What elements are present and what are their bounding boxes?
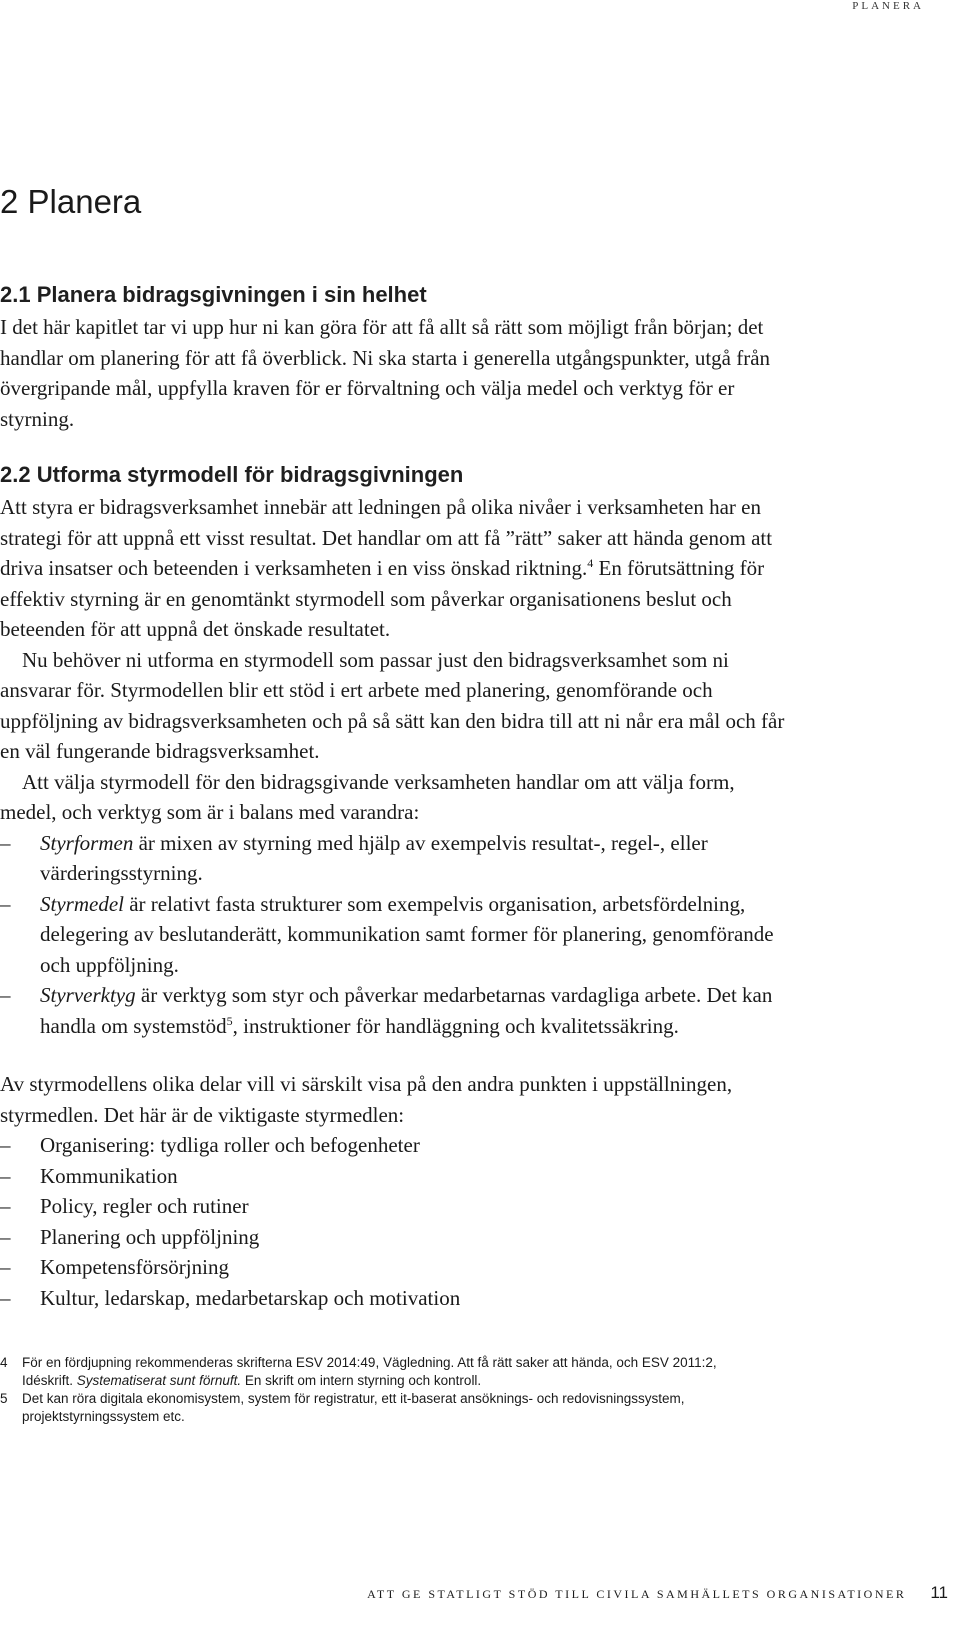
section-heading-2-2: 2.2 Utforma styrmodell för bidragsgivningen	[0, 462, 464, 487]
section-heading-2-1: 2.1 Planera bidragsgivningen i sin helhet	[0, 282, 427, 307]
list-text: Organisering: tydliga roller och befogenheter	[40, 1133, 420, 1157]
list-text: Kompetensförsörjning	[40, 1255, 229, 1279]
footnote-text-part: För en fördjupning rekommenderas skrifterna ESV 2014:49, Vägledning. Att få rätt saker att hända, och ESV 2011:2, Idéskrift.	[22, 1355, 717, 1388]
footnote-4	[0, 1354, 760, 1390]
page-footer	[367, 1583, 948, 1603]
dash-marker: –	[0, 1133, 11, 1157]
list-text: Kultur, ledarskap, medarbetarskap och motivation	[40, 1285, 461, 1310]
list-text: Planering och uppföljning	[40, 1224, 260, 1249]
dash-marker: –	[0, 1285, 11, 1310]
section-2-2-paragraph-2: Nu behöver ni utforma en styrmodell som passar just den bidragsverksamhet som ni ansvarar för. Styrmodellen blir ett stöd i ert arbete med planering, genomförande och uppföljning av bidragsverksamheten och på så sätt kan den bidra till att ni når era mål och får en väl fungerande bidragsverksamhet.	[0, 647, 785, 763]
paragraph-text: En förutsättning för effektiv styrning är en genomtänkt styrmodell som påverkar organisationens beslut och beteenden för att uppnå det önskade resultatet.	[0, 556, 765, 641]
list-text: Kommunikation	[40, 1163, 178, 1188]
list-text: , instruktioner för handläggning och kvalitetssäkring.	[232, 1013, 679, 1038]
dash-marker: –	[0, 1224, 11, 1249]
list-text: är relativt fasta strukturer som exempelvis organisation, arbetsfördelning, delegering av beslutanderätt, kommunikation samt former för planering, genomförande och uppföljning.	[40, 891, 774, 977]
styr-list	[0, 828, 790, 1042]
section-2-2-paragraph-1	[0, 492, 790, 645]
chapter-title: 2 Planera	[0, 183, 142, 220]
footer-title: ATT GE STATLIGT STÖD TILL CIVILA SAMHÄLLETS ORGANISATIONER	[367, 1587, 907, 1601]
footnote-number: 5	[0, 1391, 8, 1406]
list-text: är mixen av styrning med hjälp av exempelvis resultat-, regel-, eller värderingsstyrning.	[40, 830, 708, 885]
section-2-2-paragraph-4: Av styrmodellens olika delar vill vi särskilt visa på den andra punkten i uppställningen, styrmedlen. Det här är de viktigaste styrmedlen:	[0, 1072, 733, 1127]
footnotes	[0, 1354, 760, 1426]
list-item	[0, 1130, 790, 1161]
list-item	[0, 1252, 790, 1283]
styrmedel-list	[0, 1130, 790, 1313]
footnote-text: Det kan röra digitala ekonomisystem, system för registratur, ett it-baserat ansöknings- och redovisningssystem, projektstyrningssystem etc.	[22, 1391, 685, 1424]
list-term: Styrverktyg	[40, 983, 136, 1007]
paragraph-text: Att styra er bidragsverksamhet innebär att ledningen på olika nivåer i verksamheten har en strategi för att uppnå ett visst resultat. Det handlar om att få ”rätt” saker att hända genom att driva insatser och beteenden i verksamheten i en viss önskad riktning.	[0, 495, 773, 580]
list-item	[0, 980, 790, 1041]
footnote-text-part: En skrift om intern styrning och kontroll.	[241, 1373, 482, 1388]
running-header: PLANERA	[852, 0, 924, 12]
dash-marker: –	[0, 891, 11, 916]
main-content	[0, 182, 790, 1313]
list-term: Styrmedel	[40, 891, 124, 916]
list-item	[0, 1161, 790, 1192]
dash-marker: –	[0, 1255, 11, 1279]
list-term: Styrformen	[40, 830, 134, 855]
footnote-ref-5[interactable]: 5	[226, 1013, 233, 1028]
list-text: Policy, regler och rutiner	[40, 1194, 249, 1218]
list-item	[0, 1283, 790, 1314]
list-text: är verktyg som styr och påverkar medarbetarnas vardagliga arbete. Det kan handla om systemstöd	[40, 983, 773, 1038]
page-number: 11	[930, 1583, 948, 1602]
footnote-ref-4[interactable]: 4	[587, 556, 594, 570]
footnote-number: 4	[0, 1355, 8, 1370]
footnote-italic: Systematiserat sunt förnuft.	[76, 1373, 242, 1388]
list-item	[0, 889, 790, 981]
list-item	[0, 1191, 790, 1222]
section-2-1-body: I det här kapitlet tar vi upp hur ni kan göra för att få allt så rätt som möjligt från början; det handlar om planering för att få överblick. Ni ska starta i generella utgångspunkter, utgå från övergripande mål, uppfylla kraven för er förvaltning och välja medel och verktyg för er styrning.	[0, 315, 771, 431]
dash-marker: –	[0, 1163, 11, 1188]
dash-marker: –	[0, 1194, 11, 1218]
dash-marker: –	[0, 983, 11, 1007]
list-item	[0, 828, 790, 889]
list-item	[0, 1222, 790, 1253]
footnote-5	[0, 1390, 760, 1426]
footnote-text	[22, 1354, 760, 1390]
section-2-2-paragraph-3: Att välja styrmodell för den bidragsgivande verksamheten handlar om att välja form, medel, och verktyg som är i balans med varandra:	[0, 769, 735, 824]
dash-marker: –	[0, 830, 11, 855]
